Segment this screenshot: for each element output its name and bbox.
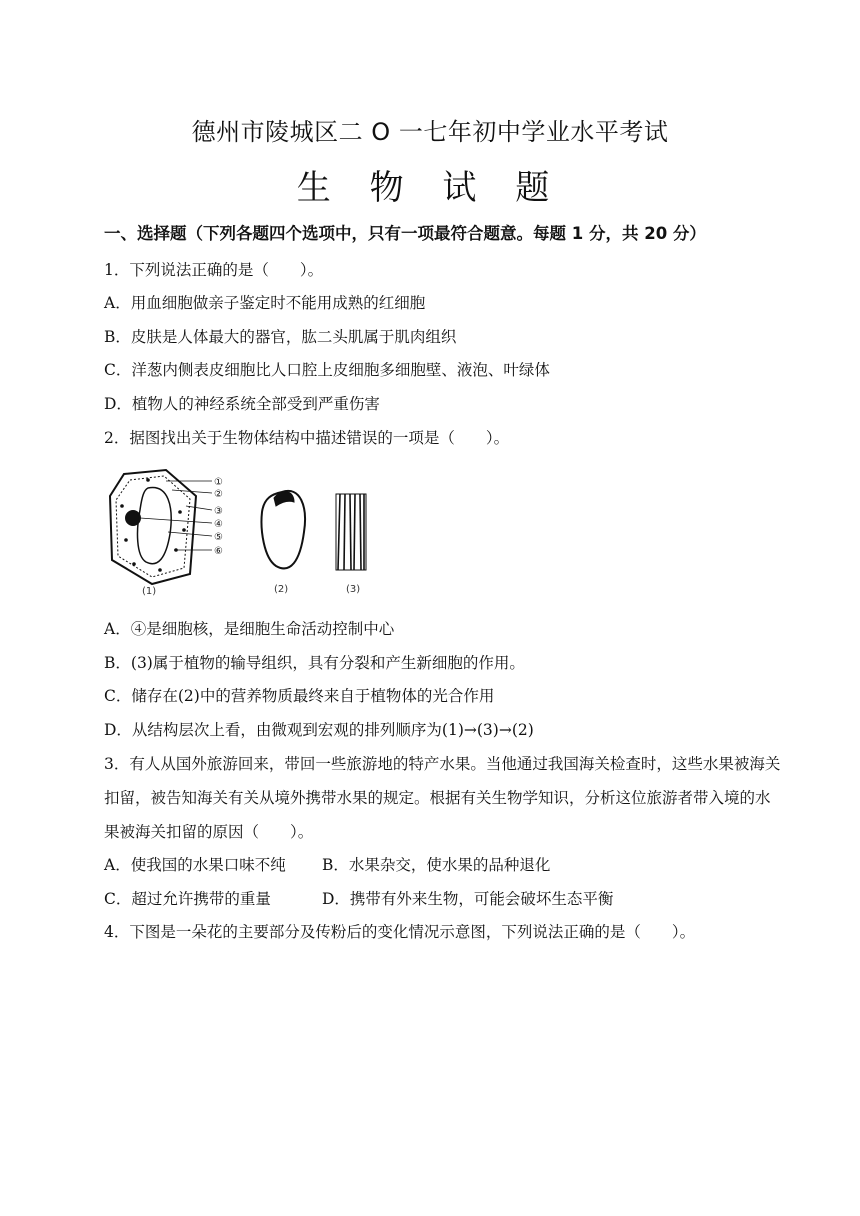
plant-cell-diagram xyxy=(110,470,212,584)
tissue-diagram xyxy=(336,494,366,570)
question-2-option-b: B．(3)属于植物的输导组织，具有分裂和产生新细胞的作用。 xyxy=(104,654,525,672)
question-2-option-a: A．④是细胞核，是细胞生命活动控制中心 xyxy=(104,620,395,638)
question-3-option-b: B．水果杂交，使水果的品种退化 xyxy=(322,856,551,874)
exam-title: 德州市陵城区二 O 一七年初中学业水平考试 xyxy=(191,118,669,146)
question-3-stem-line-2: 扣留，被告知海关有关从境外携带水果的规定。根据有关生物学知识，分析这位旅游者带入境的水 xyxy=(104,789,771,807)
question-1-option-d: D．植物人的神经系统全部受到严重伤害 xyxy=(104,395,380,413)
question-2-option-d: D．从结构层次上看，由微观到宏观的排列顺序为(1)→(3)→(2) xyxy=(104,721,534,739)
question-1-option-b: B．皮肤是人体最大的器官，肱二头肌属于肌肉组织 xyxy=(104,328,457,346)
subject-title: 生 物 试 题 xyxy=(296,168,564,208)
cell-label-4: ④ xyxy=(214,519,223,530)
question-4-stem: 4．下图是一朵花的主要部分及传粉后的变化情况示意图，下列说法正确的是（ ）。 xyxy=(104,923,696,941)
question-2-option-c: C．储存在(2)中的营养物质最终来自于植物体的光合作用 xyxy=(104,687,495,705)
figure-caption-2: (2) xyxy=(274,584,289,595)
section-heading: 一、选择题（下列各题四个选项中，只有一项最符合题意。每题 1 分，共 20 分） xyxy=(104,224,706,243)
question-3-option-c: C．超过允许携带的重量 xyxy=(104,890,271,908)
question-2-figure xyxy=(104,466,404,598)
cell-label-2: ② xyxy=(214,489,223,500)
cell-label-5: ⑤ xyxy=(214,532,223,543)
question-2-stem: 2．据图找出关于生物体结构中描述错误的一项是（ ）。 xyxy=(104,429,510,447)
cell-label-1: ① xyxy=(214,477,223,488)
question-1-stem: 1．下列说法正确的是（ ）。 xyxy=(104,261,324,279)
question-1-option-c: C．洋葱内侧表皮细胞比人口腔上皮细胞多细胞壁、液泡、叶绿体 xyxy=(104,361,550,379)
seed-diagram xyxy=(262,491,306,568)
figure-caption-3: (3) xyxy=(346,584,361,595)
question-3-option-d: D．携带有外来生物，可能会破坏生态平衡 xyxy=(322,890,614,908)
question-3-option-a: A．使我国的水果口味不纯 xyxy=(104,856,286,874)
question-1-option-a: A．用血细胞做亲子鉴定时不能用成熟的红细胞 xyxy=(104,294,426,312)
question-3-stem-line-1: 3．有人从国外旅游回来，带回一些旅游地的特产水果。当他通过我国海关检查时，这些水果被海关 xyxy=(104,755,781,773)
cell-label-6: ⑥ xyxy=(214,546,223,557)
cell-label-3: ③ xyxy=(214,506,223,517)
figure-caption-1: (1) xyxy=(142,586,157,597)
question-3-stem-line-3: 果被海关扣留的原因（ ）。 xyxy=(104,823,314,841)
